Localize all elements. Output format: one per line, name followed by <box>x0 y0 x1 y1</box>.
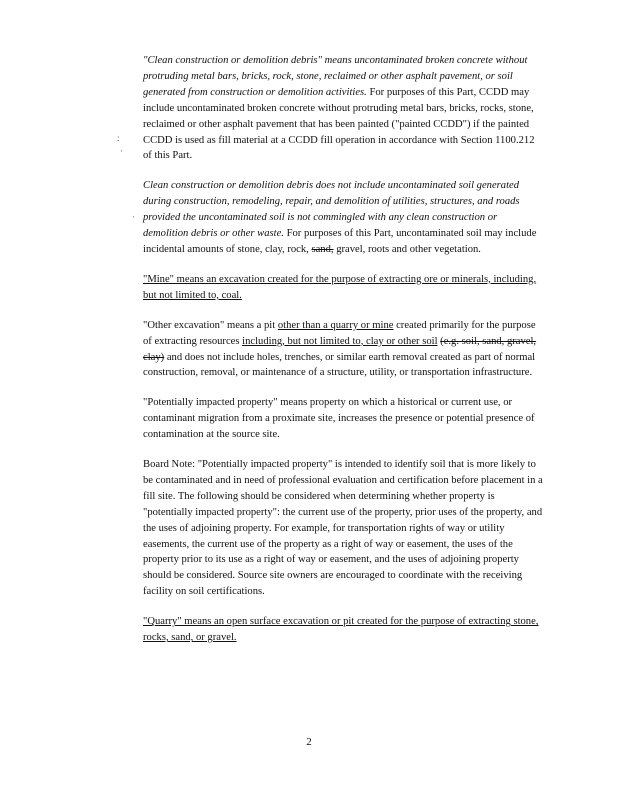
margin-mark: · <box>120 146 123 156</box>
soil-inclusion-end: gravel, roots and other vegetation. <box>333 243 481 255</box>
ccdd-definition-text: "Clean construction or demolition debris" means uncontaminated broken concrete without protruding metal bars, bricks, rock, stone, reclaimed or other asphalt pavement, or soil generated from construction or demolition activities. <box>143 55 528 98</box>
struck-text: sand, <box>311 243 334 255</box>
definition-other-excavation <box>143 318 545 382</box>
inserted-text: other than a quarry or mine <box>277 319 394 331</box>
margin-mark: : <box>117 133 120 143</box>
definition-potentially-impacted-property <box>143 395 545 443</box>
quarry-definition-text: "Quarry" means an open surface excavation or pit created for the purpose of extracting stone, rocks, sand, or gravel. <box>143 616 539 644</box>
page-number: 2 <box>306 736 312 748</box>
document-body <box>143 53 545 660</box>
margin-mark: · <box>132 212 135 222</box>
other-excavation-text: "Other excavation" means a pit <box>143 319 278 331</box>
board-note <box>143 457 545 600</box>
definition-quarry <box>143 614 545 646</box>
impacted-property-text: "Potentially impacted property" means property on which a historical or current use, or contaminant migration from a proximate site, increases the presence or potential presence of contamination at the source site. <box>143 397 535 441</box>
inserted-text: including, but not limited to, clay or other soil <box>242 335 438 347</box>
definition-mine <box>143 272 545 304</box>
struck-text: (e.g. soil, sand, gravel, clay) <box>143 335 537 363</box>
soil-inclusion-text: For purposes of this Part, uncontaminated soil may include incidental amounts of stone, clay, rock, <box>143 228 537 255</box>
soil-exclusion-text: Clean construction or demolition debris does not include uncontaminated soil generated during construction, remodeling, repair, and demolition of utilities, structures, and roads provided the uncontaminated soil is not commingled with any clean construction or demolition debris or other waste. <box>143 180 520 240</box>
other-excavation-text: created primarily for the purpose of extracting resources <box>143 319 536 347</box>
other-excavation-text: and does not include holes, trenches, or similar earth removal created as part of normal construction, removal, or maintenance of a structure, utility, or transportation infrastructure. <box>143 351 536 379</box>
ccdd-soil-exclusion <box>143 178 545 258</box>
definition-ccdd <box>143 53 545 164</box>
mine-definition-text: "Mine" means an excavation created for the purpose of extracting ore or minerals, including, but not limited to, coal. <box>143 273 537 301</box>
ccdd-painted-text: For purposes of this Part, CCDD may include uncontaminated broken concrete without protruding metal bars, bricks, rocks, stone, reclaimed or other asphalt pavement that has been painted ("painted CCDD") if the painted CCDD is used as fill material at a CCDD fill operation in accordance with Section 1100.212 of this Part. <box>143 86 535 162</box>
board-note-text: Board Note: "Potentially impacted property" is intended to identify soil that is more likely to be contaminated and in need of professional evaluation and certification before placement in a fill site. The following should be considered when determining whether property is "potentially impacted property": the current use of the property, prior uses of the property, and the uses of adjoining property. For example, for transportation rights of way or utility easements, the current use of the property as a right of way or easement, the uses of the property prior to its use as a right of way or easement, and the uses of adjoining property should be considered. Source site owners are encouraged to coordinate with the receiving facility on soil certifications. <box>143 459 543 598</box>
